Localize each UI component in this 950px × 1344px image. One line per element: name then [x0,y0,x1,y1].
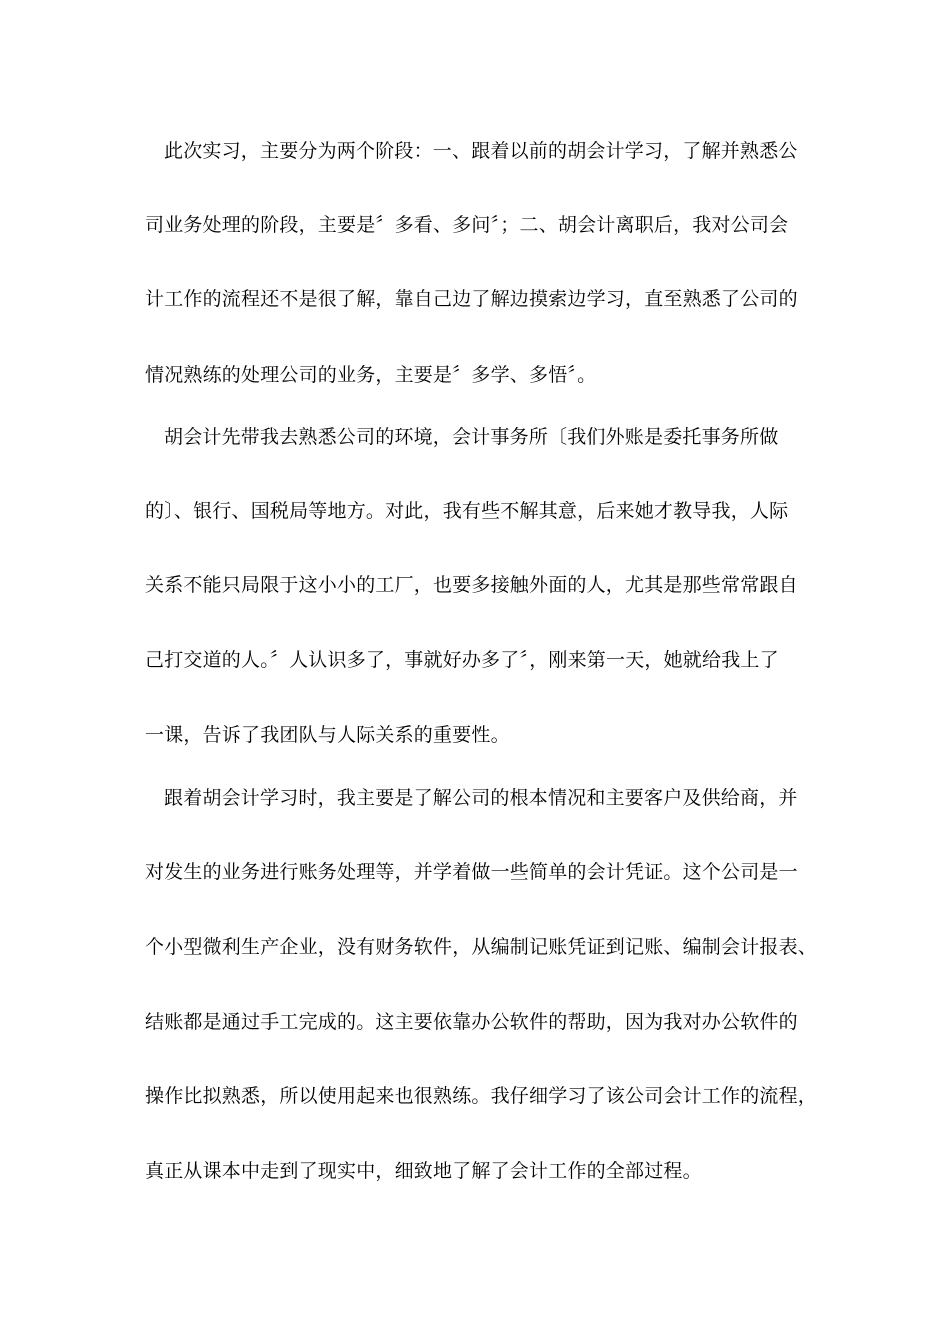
paragraph-2-line-3: 关系不能只局限于这小小的工厂，也要多接触外面的人，尤其是那些常常跟自 [145,574,798,596]
paragraph-3-line-2: 对发生的业务进行账务处理等，并学着做一些简单的会计凭证。这个公司是一 [145,861,798,883]
paragraph-1-line-3: 计工作的流程还不是很了解，靠自己边了解边摸索边学习，直至熟悉了公司的 [145,288,798,310]
paragraph-1-line-2: 司业务处理的阶段，主要是〞多看、多问〞；二、胡会计离职后，我对公司会 [145,214,789,236]
paragraph-3-line-5: 操作比拟熟悉，所以使用起来也很熟练。我仔细学习了该公司会计工作的流程， [145,1085,818,1107]
paragraph-1-line-1: 此次实习，主要分为两个阶段：一、跟着以前的胡会计学习，了解并熟悉公 [164,140,798,162]
paragraph-3-line-3: 个小型微利生产企业，没有财务软件，从编制记账凭证到记账、编制会计报表、 [145,936,818,958]
paragraph-2-line-1: 胡会计先带我去熟悉公司的环境，会计事务所〔我们外账是委托事务所做 [164,426,779,448]
paragraph-1-line-4: 情况熟练的处理公司的业务，主要是〞多学、多悟〞。 [145,364,597,386]
paragraph-3-line-6: 真正从课本中走到了现实中，细致地了解了会计工作的全部过程。 [145,1160,702,1182]
paragraph-3-line-1: 跟着胡会计学习时，我主要是了解公司的根本情况和主要客户及供给商，并 [164,787,798,809]
paragraph-3-line-4: 结账都是通过手工完成的。这主要依靠办公软件的帮助，因为我对办公软件的 [145,1011,798,1033]
paragraph-2-line-4: 己打交道的人。〞人认识多了，事就好办多了〞，刚来第一天，她就给我上了 [145,649,779,671]
paragraph-2-line-2: 的〕、银行、国税局等地方。对此，我有些不解其意，后来她才教导我，人际 [145,500,789,522]
paragraph-2-line-5: 一课，告诉了我团队与人际关系的重要性。 [145,724,510,746]
